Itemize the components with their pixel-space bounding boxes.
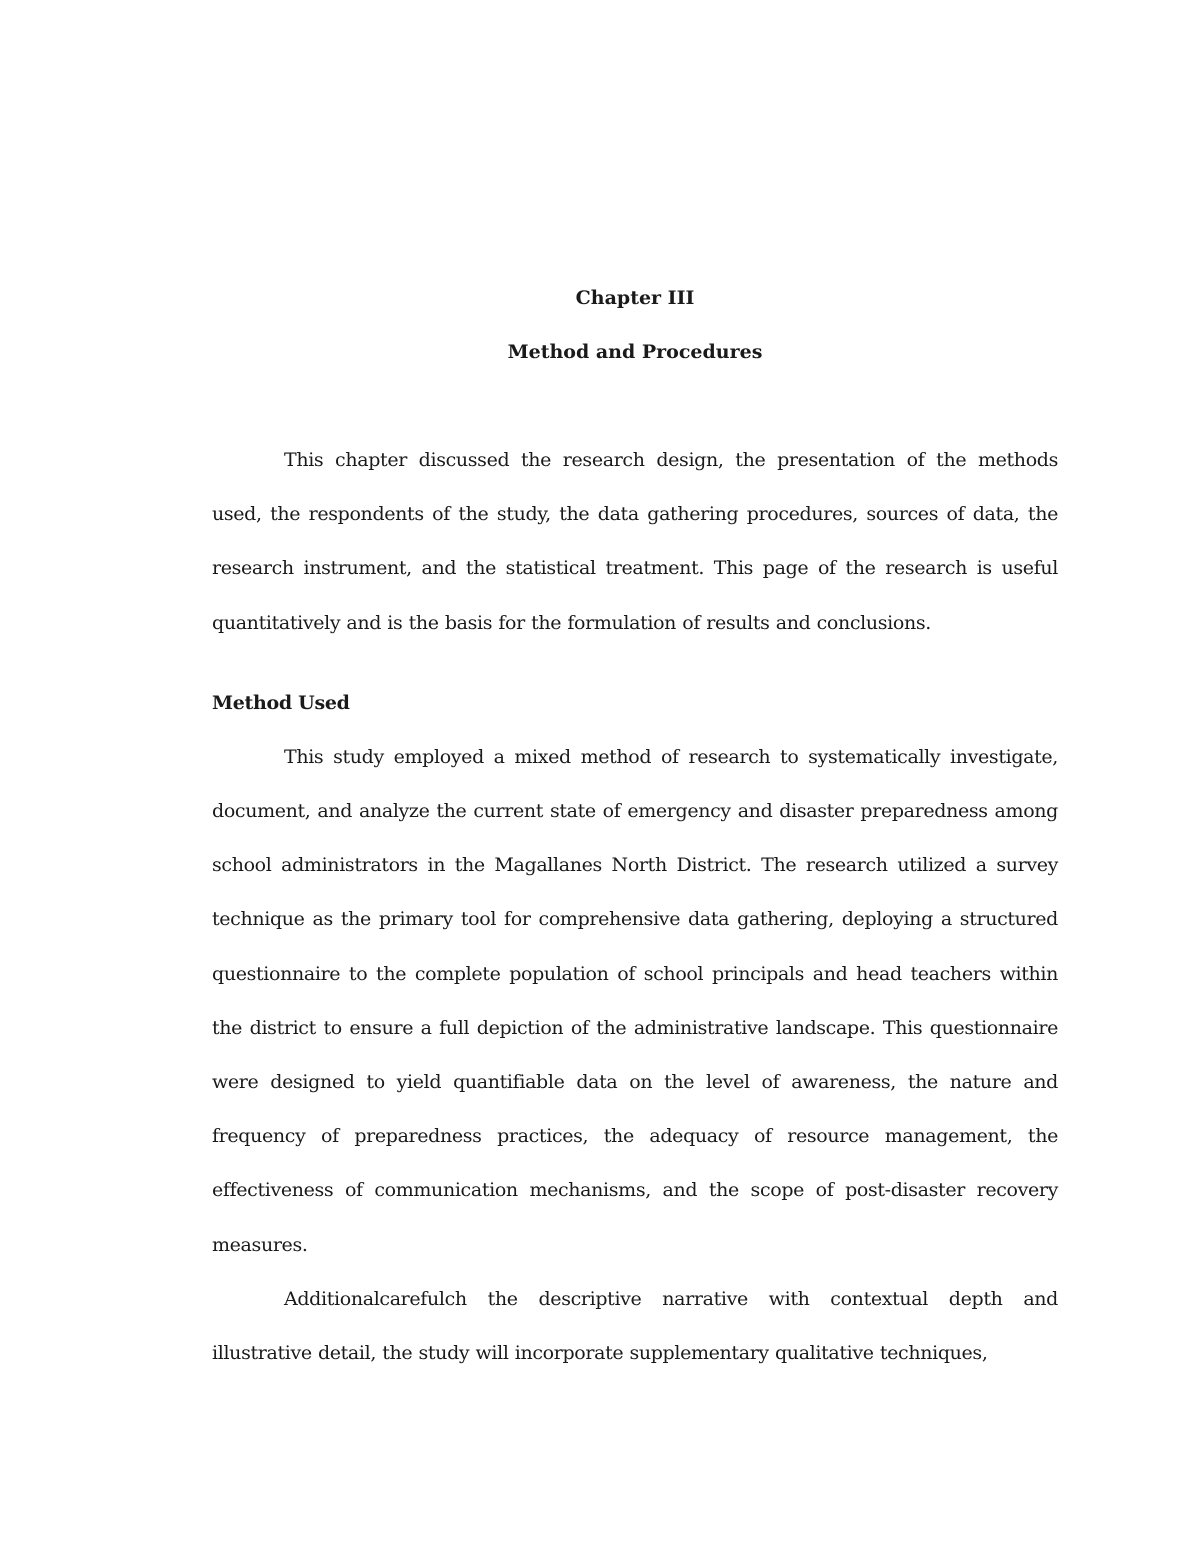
section-heading-method-used: Method Used [212,691,350,714]
page-content [212,283,1058,1380]
intro-paragraph: This chapter discussed the research design, the presentation of the methods used, the respondents of the study, the data gathering procedures, sources of data, the research instrument, and the statistical treatment. This page of the research is useful quantitatively and is the basis for the formulation of results and conclusions. [212,449,1058,634]
method-paragraph: This study employed a mixed method of research to systematically investigate, document, and analyze the current state of emergency and disaster preparedness among school administrators in the Magallanes North District. The research utilized a survey technique as the primary tool for comprehensive data gathering, deploying a structured questionnaire to the complete population of school principals and head teachers within the district to ensure a full depiction of the administrative landscape. This questionnaire were designed to yield quantifiable data on the level of awareness, the nature and frequency of preparedness practices, the adequacy of resource management, the effectiveness of communication mechanisms, and the scope of post-disaster recovery measures. [212,745,1058,1256]
chapter-title: Method and Procedures [507,341,763,363]
chapter-label: Chapter III [575,287,695,309]
additional-paragraph: Additionalcarefulch the descriptive narrative with contextual depth and illustrative detail, the study will incorporate supplementary qualitative techniques, [212,1287,1058,1365]
